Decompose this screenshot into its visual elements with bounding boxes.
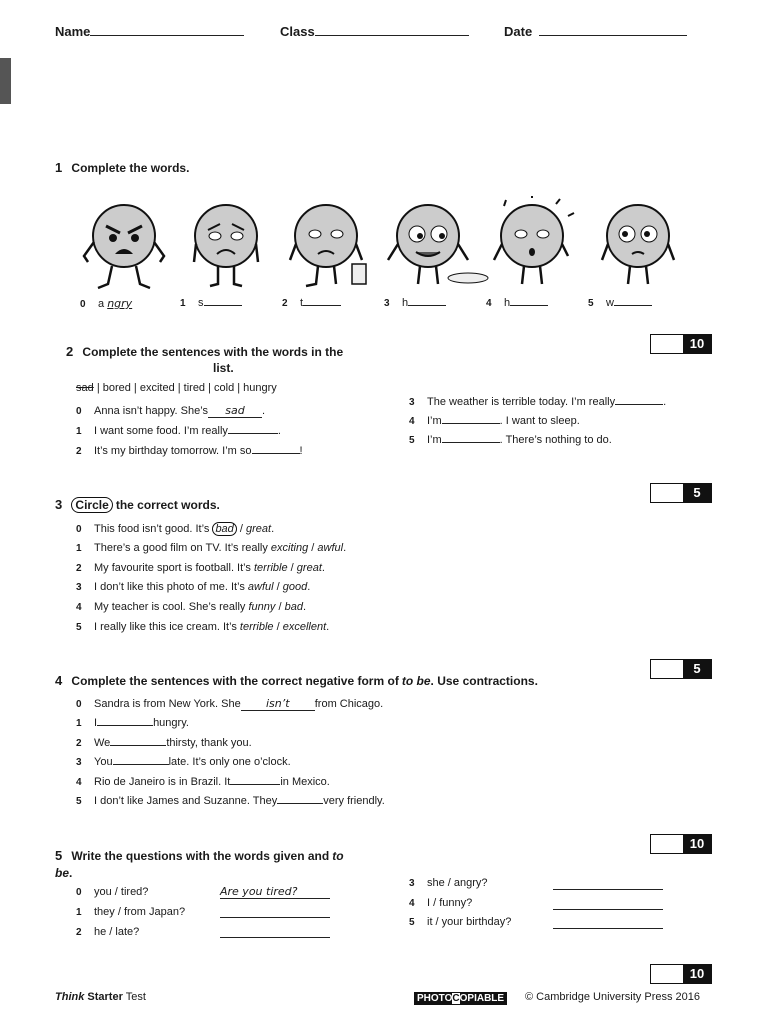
section-5-heading-cont: be. [55, 866, 73, 880]
handwritten-answer: ngry [107, 297, 133, 310]
s3-item-0: 0 This food isn’t good. It’s bad / great. [76, 523, 275, 535]
word-item-1: 1 s [180, 297, 242, 309]
s2-item-3: 3 The weather is terrible today. I’m really . [409, 396, 667, 408]
score-box-2: 5 [650, 483, 712, 503]
s3-item-1: 1 There’s a good film on TV. It’s really exciting / awful. [76, 542, 347, 554]
s5-item-5: 5 it / your birthday? [409, 916, 512, 928]
side-tab [0, 58, 11, 104]
s3-item-2: 2 My favourite sport is football. It’s terrible / great. [76, 562, 325, 574]
sad-face-icon [194, 205, 258, 286]
s3-item-5: 5 I really like this ice cream. It’s terrible / excellent. [76, 621, 330, 633]
s4-item-2: 2 We thirsty, thank you. [76, 737, 252, 749]
handwritten-answer: Are you tired? [220, 885, 330, 899]
section-5-heading: 5 Write the questions with the words given and to [55, 848, 344, 863]
s3-item-4: 4 My teacher is cool. She’s really funny / bad. [76, 601, 307, 613]
score-box-5: 10 [650, 964, 712, 984]
s5-item-3: 3 she / angry? [409, 877, 488, 889]
s2-item-0: 0 Anna isn’t happy. She’s sad . [76, 404, 266, 417]
s3-item-3: 3 I don’t like this photo of me. It’s awful / good. [76, 581, 311, 593]
emotion-faces-illustration [80, 196, 680, 292]
date-field: Date [504, 24, 687, 39]
s5-item-2: 2 he / late? [76, 926, 140, 938]
thirsty-face-icon [290, 205, 366, 286]
circled-answer: bad [212, 522, 236, 536]
s5-item-0: 0 you / tired? [76, 886, 149, 898]
s2-item-1: 1 I want some food. I’m really . [76, 425, 281, 437]
s5-answer-line-5 [553, 916, 663, 932]
handwritten-answer: isn’t [241, 697, 315, 711]
score-box-4: 10 [650, 834, 712, 854]
hungry-face-icon [388, 205, 488, 284]
name-field: Name [55, 24, 244, 39]
photocopiable-badge: PHOTOCOPIABLE [414, 992, 507, 1005]
footer-brand: Think Starter Test [55, 991, 146, 1003]
word-item-3: 3 h [384, 297, 446, 309]
s2-item-4: 4 I’m . I want to sleep. [409, 415, 580, 427]
word-list: sad | bored | excited | tired | cold | hungry [76, 382, 277, 394]
copyright: © Cambridge University Press 2016 [525, 991, 701, 1003]
s2-item-2: 2 It’s my birthday tomorrow. I’m so ! [76, 445, 303, 457]
s2-item-5: 5 I’m . There’s nothing to do. [409, 434, 612, 446]
s5-answer-line-3 [553, 877, 663, 893]
s4-item-0: 0 Sandra is from New York. She isn’t from Chicago. [76, 697, 384, 710]
s5-answer-0 [220, 885, 330, 899]
section-4-heading: 4 Complete the sentences with the correct negative form of to be. Use contractions. [55, 673, 538, 688]
handwritten-answer: sad [208, 404, 262, 418]
class-field: Class [280, 24, 469, 39]
worried-face-icon [602, 205, 674, 284]
s4-item-3: 3 You late. It’s only one o’clock. [76, 756, 291, 768]
section-2-heading: 2 Complete the sentences with the words in the [66, 344, 344, 359]
word-item-0: 0 a ngry [80, 297, 133, 310]
s4-item-5: 5 I don’t like James and Suzanne. They very friendly. [76, 795, 385, 807]
hot-face-icon [494, 196, 574, 284]
section-2-heading-cont: list. [213, 361, 234, 375]
s5-item-1: 1 they / from Japan? [76, 906, 186, 918]
word-item-5: 5 w [588, 297, 652, 309]
score-box-1: 10 [650, 334, 712, 354]
section-1-heading: 1 Complete the words. [55, 160, 190, 175]
s5-answer-line-4 [553, 897, 663, 913]
word-item-4: 4 h [486, 297, 548, 309]
s5-answer-line-1 [220, 905, 330, 921]
section-3-heading: 3 Circle the correct words. [55, 497, 220, 512]
s5-answer-line-2 [220, 925, 330, 941]
s5-item-4: 4 I / funny? [409, 897, 473, 909]
s4-item-4: 4 Rio de Janeiro is in Brazil. It in Mexico. [76, 776, 330, 788]
score-box-3: 5 [650, 659, 712, 679]
angry-face-icon [84, 205, 164, 288]
word-item-2: 2 t [282, 297, 341, 309]
s4-item-1: 1 I hungry. [76, 717, 189, 729]
